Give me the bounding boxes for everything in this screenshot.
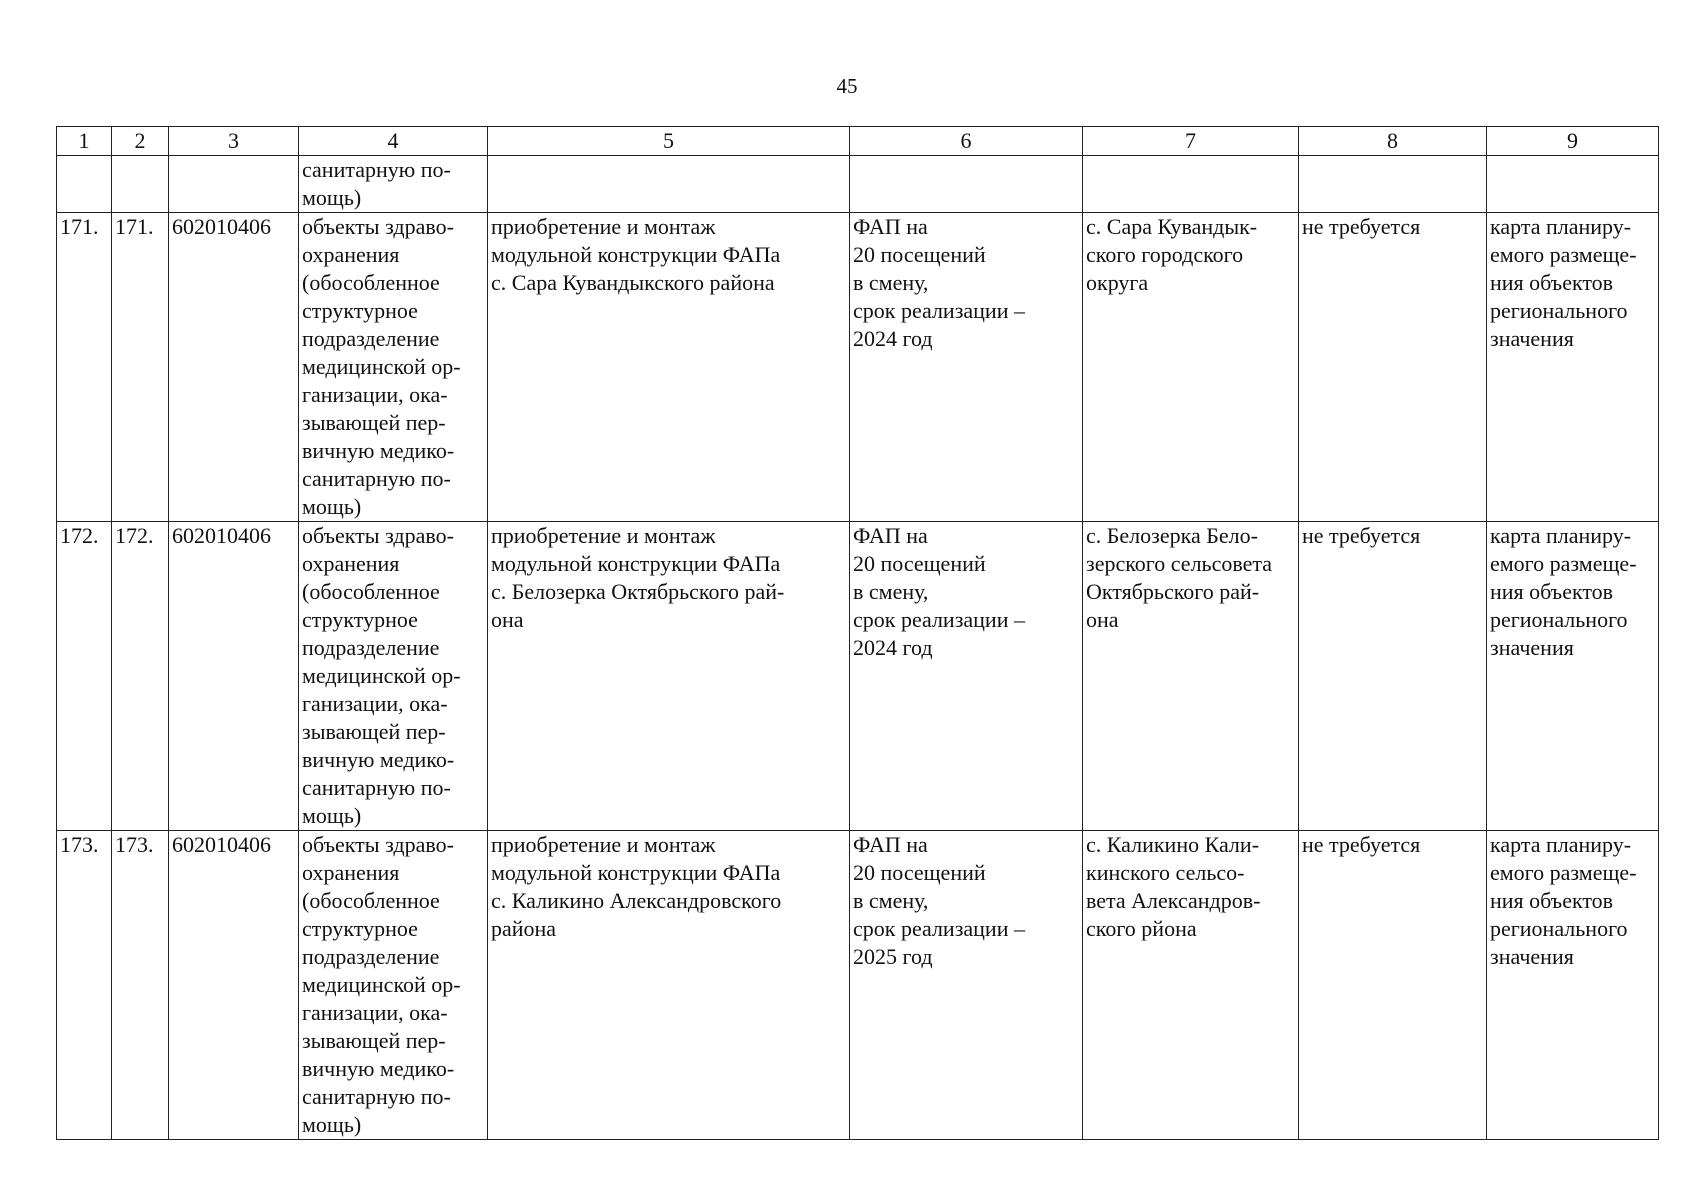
zones-cell: не требуется	[1299, 522, 1487, 831]
table-cell: санитарную по- мощь)	[299, 156, 488, 213]
object-type-cell: объекты здраво- охранения (обособленное структурное подразделение медицинской ор- ганизации, ока- зывающей пер- вичную медико- санитарную по- мощь)	[299, 522, 488, 831]
zones-cell: не требуется	[1299, 831, 1487, 1140]
table-cell	[1299, 156, 1487, 213]
header-cell: 4	[299, 127, 488, 156]
header-row	[57, 127, 1659, 156]
header-cell: 5	[488, 127, 850, 156]
location-cell: с. Белозерка Бело- зерского сельсовета Октябрьского рай- она	[1083, 522, 1299, 831]
map-cell: карта планиру- емого размеще- ния объектов регионального значения	[1487, 213, 1659, 522]
table-row	[57, 831, 1659, 1140]
table-cell	[57, 156, 112, 213]
header-cell: 9	[1487, 127, 1659, 156]
characteristics-cell: ФАП на 20 посещений в смену, срок реализации – 2024 год	[850, 213, 1083, 522]
table-cell	[169, 156, 299, 213]
table-row	[57, 213, 1659, 522]
map-cell: карта планиру- емого размеще- ния объектов регионального значения	[1487, 831, 1659, 1140]
header-cell: 3	[169, 127, 299, 156]
table-cell	[1083, 156, 1299, 213]
table-row	[57, 522, 1659, 831]
location-cell: с. Сара Кувандык- ского городского округа	[1083, 213, 1299, 522]
table-cell	[1487, 156, 1659, 213]
header-cell: 1	[57, 127, 112, 156]
map-cell: карта планиру- емого размеще- ния объектов регионального значения	[1487, 522, 1659, 831]
header-cell: 7	[1083, 127, 1299, 156]
row-number-cell: 171.	[57, 213, 112, 522]
continuation-row	[57, 156, 1659, 213]
header-cell: 6	[850, 127, 1083, 156]
code-cell: 602010406	[169, 522, 299, 831]
row-number-cell: 173.	[57, 831, 112, 1140]
objects-table	[56, 126, 1659, 1140]
table-cell	[850, 156, 1083, 213]
characteristics-cell: ФАП на 20 посещений в смену, срок реализации – 2025 год	[850, 831, 1083, 1140]
zones-cell: не требуется	[1299, 213, 1487, 522]
row-number-cell: 172.	[57, 522, 112, 831]
table-cell	[488, 156, 850, 213]
measure-cell: приобретение и монтаж модульной конструкции ФАПа с. Сара Кувандыкского района	[488, 213, 850, 522]
code-cell: 602010406	[169, 831, 299, 1140]
measure-cell: приобретение и монтаж модульной конструкции ФАПа с. Белозерка Октябрьского рай- она	[488, 522, 850, 831]
location-cell: с. Каликино Кали- кинского сельсо- вета Александров- ского рйона	[1083, 831, 1299, 1140]
row-number-cell: 171.	[112, 213, 169, 522]
header-cell: 8	[1299, 127, 1487, 156]
header-cell: 2	[112, 127, 169, 156]
measure-cell: приобретение и монтаж модульной конструкции ФАПа с. Каликино Александровского района	[488, 831, 850, 1140]
object-type-cell: объекты здраво- охранения (обособленное структурное подразделение медицинской ор- ганизации, ока- зывающей пер- вичную медико- санитарную по- мощь)	[299, 831, 488, 1140]
row-number-cell: 173.	[112, 831, 169, 1140]
table-cell	[112, 156, 169, 213]
row-number-cell: 172.	[112, 522, 169, 831]
page-number: 45	[836, 74, 858, 98]
characteristics-cell: ФАП на 20 посещений в смену, срок реализации – 2024 год	[850, 522, 1083, 831]
code-cell: 602010406	[169, 213, 299, 522]
object-type-cell: объекты здраво- охранения (обособленное структурное подразделение медицинской ор- ганизации, ока- зывающей пер- вичную медико- санитарную по- мощь)	[299, 213, 488, 522]
